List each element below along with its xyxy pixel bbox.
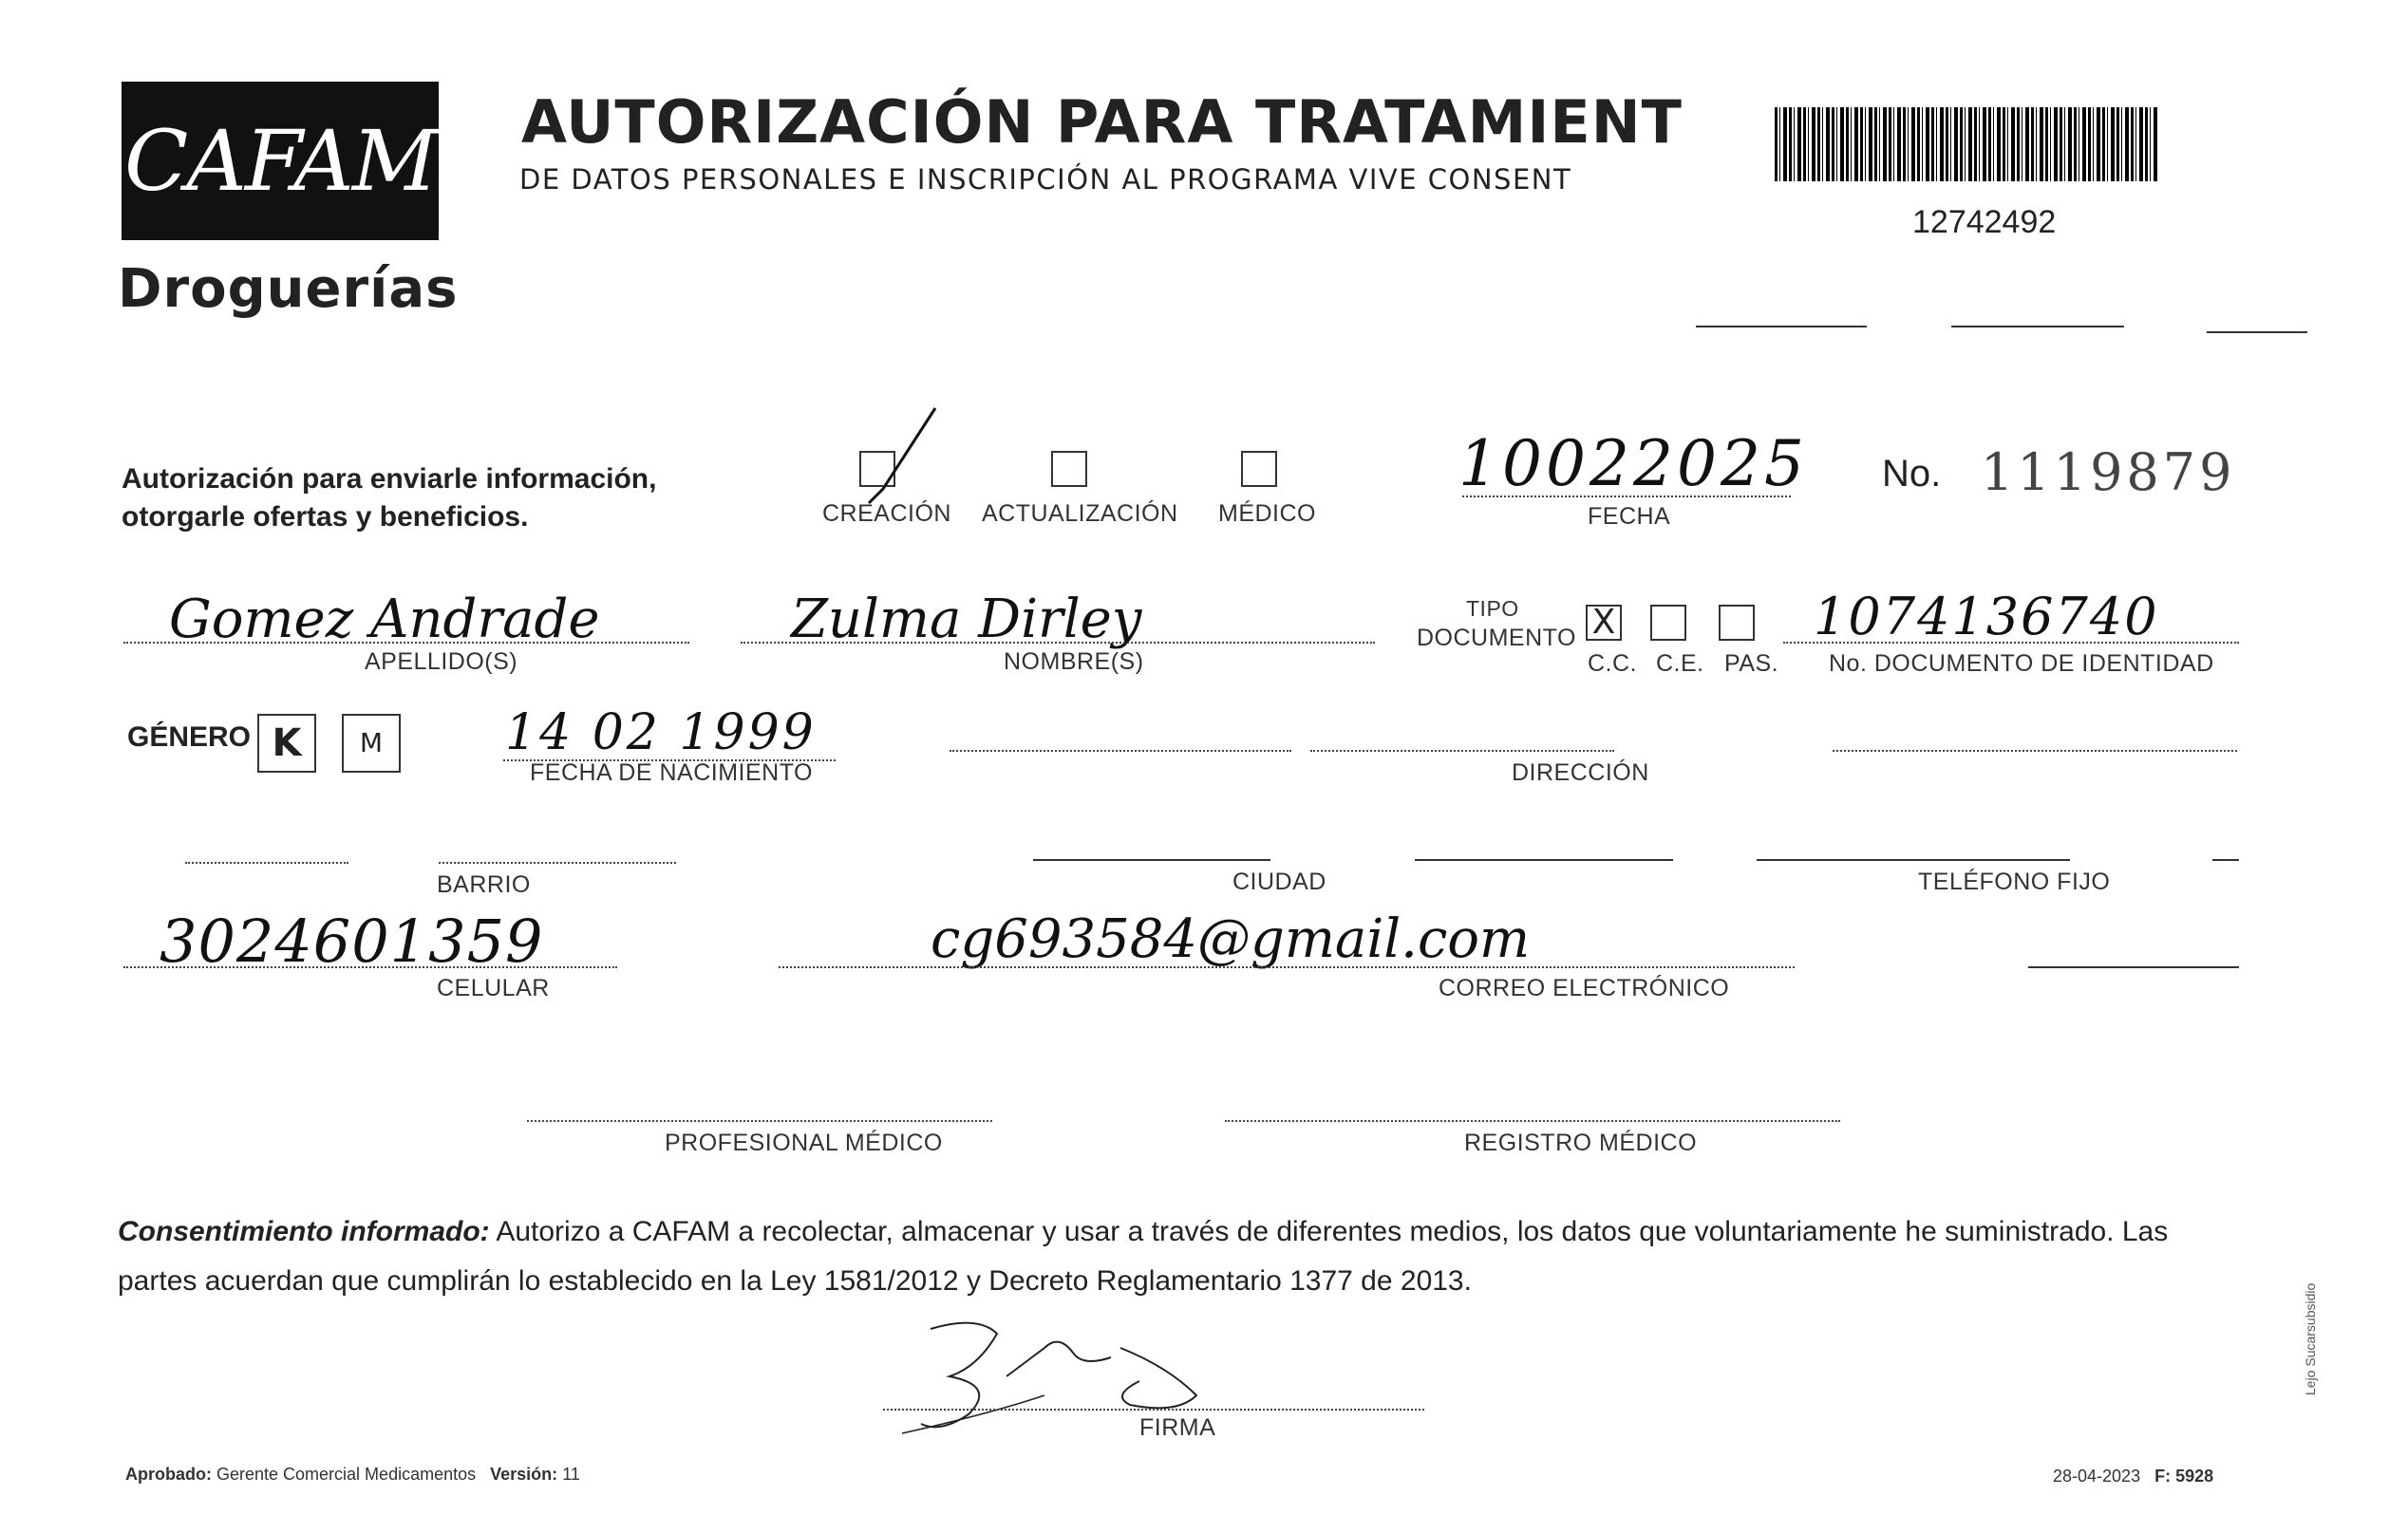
form-number: 1119879 [1981,442,2236,502]
nombres-label: NOMBRE(S) [1004,648,1144,675]
number-prefix: No. [1882,453,1942,495]
form-title: AUTORIZACIÓN PARA TRATAMIENT [521,87,1683,157]
fecha-value: 10022025 [1458,427,1808,500]
apellidos-label: APELLIDO(S) [365,648,518,675]
telefono-label: TELÉFONO FIJO [1918,869,2111,895]
brand-name: Droguerías [118,258,459,320]
documento-line [1783,642,2239,644]
telefono-line [1757,859,2070,861]
documento-value: 1074136740 [1814,587,2159,646]
correo-value: cg693584@gmail.com [931,908,1531,970]
version-label: Versión: [490,1465,558,1484]
documento-label: DOCUMENTO [1417,625,1576,651]
consent-body: Autorizo a CAFAM a recolectar, almacenar y usar a través de diferentes medios, los datos que voluntariamente he suministrado. Las partes acuerdan que cumplirán lo establecido en la Ley 1581/2012 y Decreto Reglamentario 1377 de 2013. [118,1216,2169,1297]
version-value: 11 [562,1465,580,1484]
header-line [1696,326,1867,327]
authorization-intro: Autorización para enviarle información, otorgarle ofertas y beneficios. [122,463,657,533]
documento-identidad-label: No. DOCUMENTO DE IDENTIDAD [1829,650,2214,677]
pas-label: PAS. [1724,650,1779,677]
firma-label: FIRMA [1139,1414,1216,1441]
creacion-label: CREACIÓN [822,500,951,527]
celular-value: 3024601359 [160,907,544,976]
nombres-value: Zulma Dirley [791,589,1142,650]
celular-line [123,966,617,968]
ciudad-label: CIUDAD [1232,869,1326,895]
nombres-line [741,642,1375,644]
cc-label: C.C. [1588,650,1637,677]
header-line [1951,326,2124,327]
ce-checkbox[interactable] [1650,605,1686,641]
ce-label: C.E. [1656,650,1704,677]
profesional-label: PROFESIONAL MÉDICO [665,1130,943,1156]
actualizacion-checkbox[interactable] [1051,451,1087,487]
actualizacion-label: ACTUALIZACIÓN [982,500,1178,527]
barrio-line [439,862,676,864]
tipo-label: TIPO [1466,596,1519,621]
side-text: Lejo Sucarsubsidio [2303,1282,2318,1395]
cc-mark: X [1591,603,1616,642]
registro-label: REGISTRO MÉDICO [1464,1130,1698,1156]
firma-line [883,1409,1424,1411]
nacimiento-value: 14 02 1999 [505,704,817,761]
telefono-line [2212,859,2239,861]
genero-f-mark: K [272,721,302,765]
direccion-line [1833,750,2237,752]
consent-heading: Consentimiento informado: [118,1216,490,1247]
barcode [1775,107,2158,181]
profesional-line [527,1120,992,1122]
fecha-label: FECHA [1588,503,1671,530]
genero-m-label: M [359,727,384,758]
direccion-line [950,750,1291,752]
pas-checkbox[interactable] [1719,605,1755,641]
direccion-line [1310,750,1614,752]
celular-label: CELULAR [437,975,550,1001]
form-subtitle: DE DATOS PERSONALES E INSCRIPCIÓN AL PROGRAMA VIVE CONSENT [519,163,1572,196]
medico-checkbox[interactable] [1241,451,1277,487]
correo-line [779,966,1795,968]
fecha-line [1462,495,1791,497]
registro-line [1225,1120,1840,1122]
footer-code: F: 5928 [2154,1467,2214,1486]
barrio-label: BARRIO [437,871,531,898]
barrio-line [185,862,348,864]
header-line [2207,331,2307,333]
apellidos-value: Gomez Andrade [169,589,600,650]
footer-date: 28-04-2023 [2053,1467,2141,1486]
direccion-label: DIRECCIÓN [1512,759,1649,786]
consent-text [118,1207,2245,1306]
cafam-logo: CAFAM [122,82,439,240]
nacimiento-label: FECHA DE NACIMIENTO [530,759,813,786]
aprobado-value: Gerente Comercial Medicamentos [216,1465,477,1484]
medico-label: MÉDICO [1218,500,1316,527]
apellidos-line [123,642,689,644]
correo-line [2028,966,2239,968]
barcode-number: 12742492 [1912,204,2057,240]
correo-label: CORREO ELECTRÓNICO [1439,975,1730,1001]
genero-label: GÉNERO [127,721,252,753]
ciudad-line [1415,859,1673,861]
ciudad-line [1033,859,1270,861]
aprobado-label: Aprobado: [125,1465,212,1484]
